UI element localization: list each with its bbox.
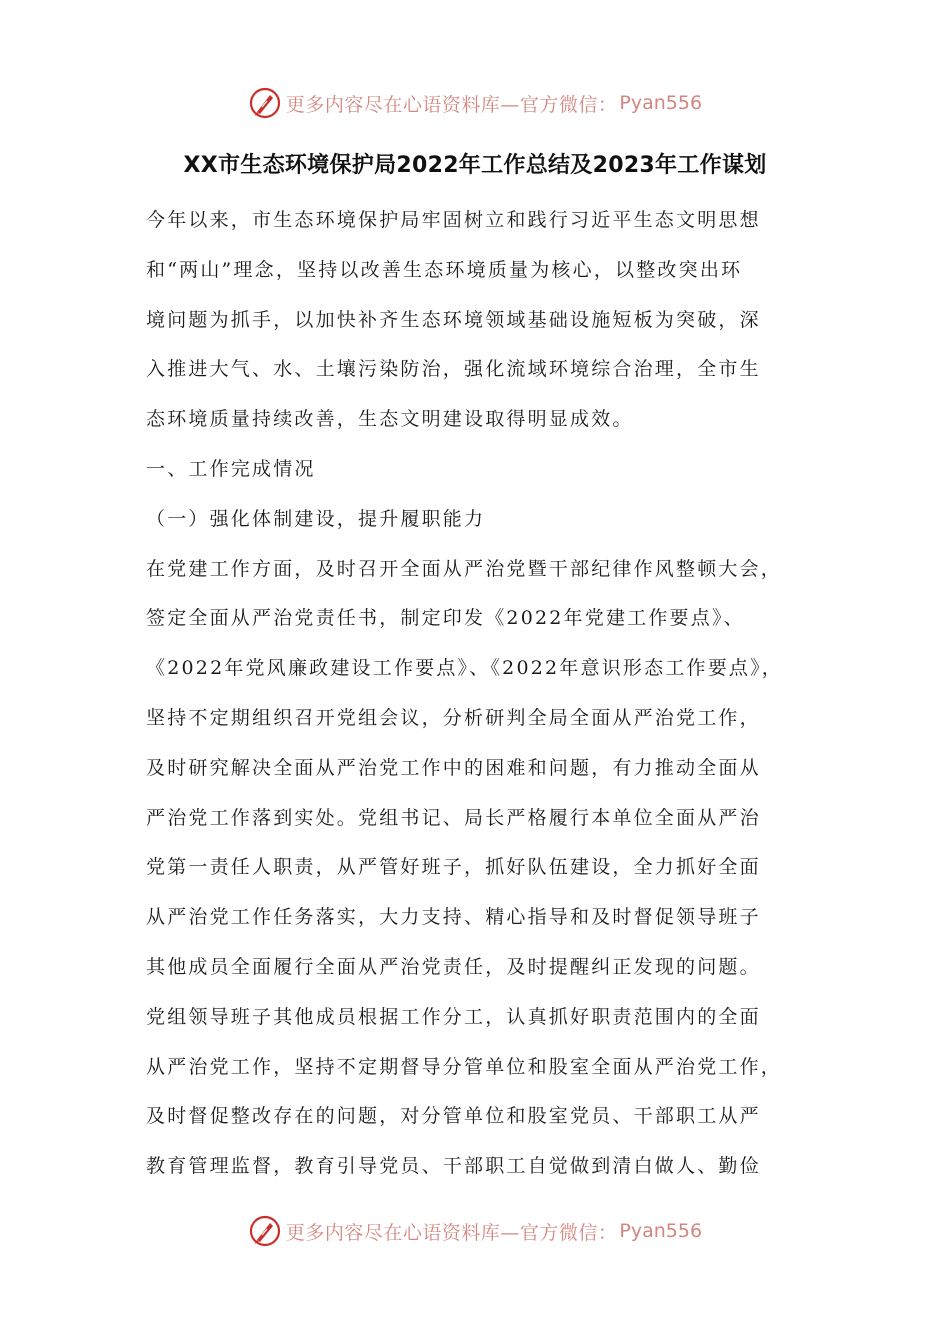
text-line: 其他成员全面履行全面从严治党责任，及时提醒纠正发现的问题。	[146, 955, 761, 978]
text-line: 境问题为抓手，以加快补齐生态环境领域基础设施短板为突破，深	[146, 308, 761, 331]
text-line: 教育管理监督，教育引导党员、干部职工自觉做到清白做人、勤俭	[146, 1155, 761, 1178]
subsection-heading: （一）强化体制建设，提升履职能力	[146, 507, 486, 530]
footer-watermark	[0, 1206, 950, 1256]
text-line: 从严治党工作任务落实，大力支持、精心指导和及时督促领导班子	[146, 906, 761, 929]
watermark-wechat-id: Pyan556	[619, 92, 703, 114]
text-line: 及时督促整改存在的问题，对分管单位和股室党员、干部职工从严	[146, 1105, 761, 1128]
watermark-wechat-id: Pyan556	[619, 1220, 703, 1242]
text-line: 入推进大气、水、土壤污染防治，强化流域环境综合治理，全市生	[146, 358, 761, 381]
watermark-text: 更多内容尽在心语资料库—官方微信：	[285, 93, 618, 116]
text-line: 严治党工作落到实处。党组书记、局长严格履行本单位全面从严治	[146, 806, 761, 829]
document-body	[146, 196, 811, 1192]
text-line: 坚持不定期组织召开党组会议，分析研判全局全面从严治党工作，	[146, 706, 761, 729]
document-title: XX市生态环境保护局2022年工作总结及2023年工作谋划	[183, 153, 767, 178]
text-line: 《2022年党风廉政建设工作要点》、《2022年意识形态工作要点》，	[146, 657, 784, 680]
quill-pen-icon	[248, 86, 282, 120]
text-line: 党第一责任人职责，从严管好班子，抓好队伍建设，全力抓好全面	[146, 856, 761, 879]
text-line: 和“两山”理念，坚持以改善生态环境质量为核心，以整改突出环	[146, 258, 743, 281]
text-line: 及时研究解决全面从严治党工作中的困难和问题，有力推动全面从	[146, 756, 761, 779]
text-line: 今年以来，市生态环境保护局牢固树立和践行习近平生态文明思想	[146, 209, 761, 231]
text-line: 在党建工作方面，及时召开全面从严治党暨干部纪律作风整顿大会，	[146, 557, 783, 580]
text-line: 党组领导班子其他成员根据工作分工，认真抓好职责范围内的全面	[146, 1005, 761, 1028]
text-line: 态环境质量持续改善，生态文明建设取得明显成效。	[146, 408, 634, 431]
header-watermark	[0, 78, 950, 128]
section-heading: 一、工作完成情况	[146, 457, 316, 480]
watermark-text: 更多内容尽在心语资料库—官方微信：	[285, 1221, 618, 1244]
text-line: 从严治党工作，坚持不定期督导分管单位和股室全面从严治党工作，	[146, 1055, 783, 1078]
quill-pen-icon	[248, 1214, 282, 1248]
text-line: 签定全面从严治党责任书，制定印发《2022年党建工作要点》、	[146, 607, 745, 630]
